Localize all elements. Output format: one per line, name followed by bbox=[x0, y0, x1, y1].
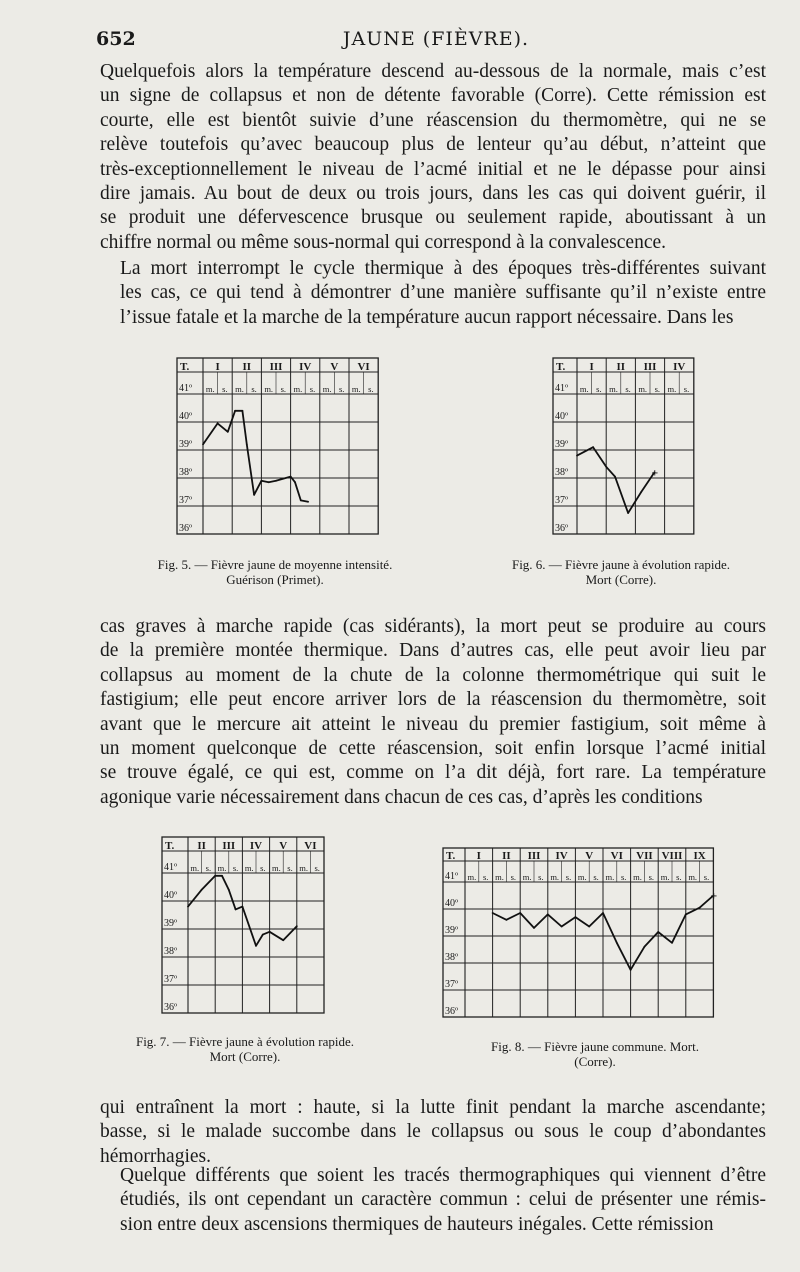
day-label: II bbox=[616, 361, 626, 373]
corner-label: T. bbox=[446, 850, 456, 862]
temperature-point bbox=[235, 909, 237, 911]
text-line: fastigium; elle peut encore arriver lors de la réascension du thermomètre, soit bbox=[100, 689, 766, 711]
time-label: s. bbox=[538, 872, 544, 882]
paragraph-1 bbox=[100, 60, 766, 255]
corner-label: T. bbox=[165, 840, 175, 852]
figure-7-caption-line-2: Mort (Corre). bbox=[209, 1049, 281, 1064]
y-tick-label: 37º bbox=[164, 974, 178, 985]
y-tick-label: 40º bbox=[179, 411, 193, 422]
text-line: l’issue fatale et la marche de la température aucun rapport nécessaire. Dans les bbox=[120, 306, 734, 328]
y-tick-label: 41º bbox=[164, 862, 178, 873]
time-label: m. bbox=[322, 384, 332, 394]
paragraph-3 bbox=[100, 615, 766, 810]
time-label: s. bbox=[280, 384, 287, 394]
y-tick-label: 37º bbox=[555, 495, 569, 506]
time-label: m. bbox=[579, 384, 589, 394]
temperature-point bbox=[221, 875, 223, 877]
temperature-point bbox=[592, 446, 594, 448]
time-label: s. bbox=[205, 863, 212, 873]
time-label: s. bbox=[251, 384, 257, 394]
temperature-point bbox=[616, 942, 618, 944]
time-label: s. bbox=[482, 872, 489, 882]
time-label: s. bbox=[309, 384, 316, 394]
figure-8-chart bbox=[441, 846, 731, 1024]
time-label: m. bbox=[467, 872, 477, 882]
figure-6-chart bbox=[551, 356, 699, 542]
time-label: m. bbox=[522, 872, 532, 882]
time-label: m. bbox=[667, 384, 677, 394]
time-label: m. bbox=[244, 863, 254, 873]
temperature-line bbox=[203, 411, 308, 502]
time-label: s. bbox=[368, 384, 374, 394]
time-label: m. bbox=[577, 872, 587, 882]
figure-6-caption-line-2: Mort (Corre). bbox=[585, 572, 657, 587]
time-label: m. bbox=[272, 863, 281, 873]
time-label: s. bbox=[260, 863, 266, 873]
temperature-point bbox=[296, 925, 298, 927]
text-line: se produit une défervescence brusque ou seulement rapide, aboutissant à un bbox=[100, 207, 766, 229]
text-line: se trouve égalé, ce qui est, comme on l’a dit déjà, fort rare. La température bbox=[100, 762, 766, 784]
time-label: s. bbox=[683, 384, 690, 394]
temperature-point bbox=[201, 889, 203, 891]
temperature-point bbox=[268, 481, 270, 483]
temperature-point bbox=[255, 945, 257, 947]
temperature-point bbox=[202, 444, 204, 446]
temperature-point bbox=[627, 512, 629, 514]
paragraph-5 bbox=[100, 1164, 766, 1237]
time-label: m. bbox=[293, 384, 303, 394]
text-line: basse, si le malade succombe dans le collapsus ou sous le coup d’abondantes bbox=[100, 1121, 766, 1143]
temperature-point bbox=[228, 889, 230, 891]
figure-5-caption bbox=[125, 557, 425, 587]
figure-8-caption-line-1: Fig. 8. — Fièvre jaune commune. Mort. bbox=[491, 1039, 699, 1054]
day-label: I bbox=[476, 850, 481, 862]
y-tick-label: 41º bbox=[445, 871, 459, 882]
day-label: VI bbox=[304, 840, 317, 852]
text-line: un signe de collapsus et non de détente favorable (Corre). Cette rémission est bbox=[100, 85, 766, 107]
figure-5-chart bbox=[175, 356, 383, 538]
temperature-point bbox=[630, 969, 632, 971]
y-tick-label: 39º bbox=[445, 925, 459, 936]
y-tick-label: 41º bbox=[555, 383, 569, 394]
text-line: avant que le mercure ait atteint le niveau du premier fastigium, soit même à bbox=[100, 713, 766, 735]
temperature-point bbox=[640, 491, 642, 493]
temperature-point bbox=[699, 907, 701, 909]
time-label: m. bbox=[660, 872, 670, 882]
time-label: s. bbox=[625, 384, 631, 394]
figure-5-caption-line-2: Guérison (Primet). bbox=[226, 572, 324, 587]
temperature-point bbox=[217, 423, 219, 425]
temperature-point bbox=[242, 906, 244, 908]
day-label: III bbox=[527, 850, 541, 862]
time-label: s. bbox=[593, 872, 599, 882]
time-label: s. bbox=[648, 872, 655, 882]
day-label: VII bbox=[636, 850, 653, 862]
text-line: les cas, ce qui tend à démontrer d’une manière suffisante qu’il n’existe entre bbox=[120, 282, 766, 304]
page-header bbox=[96, 28, 776, 56]
text-line: de la première montée thermique. Dans d’autres cas, elle peut avoir lieu par bbox=[100, 640, 766, 662]
temperature-point bbox=[506, 919, 508, 921]
time-label: m. bbox=[235, 384, 244, 394]
day-label: VI bbox=[357, 361, 370, 373]
time-label: m. bbox=[638, 384, 648, 394]
time-label: m. bbox=[264, 384, 274, 394]
day-label: VIII bbox=[661, 850, 683, 862]
temperature-point bbox=[644, 946, 646, 948]
paragraph-2 bbox=[100, 257, 766, 330]
time-label: m. bbox=[351, 384, 361, 394]
text-line: agonique varie nécessairement dans chacun de ces cas, d’après les conditions bbox=[100, 786, 703, 808]
time-label: s. bbox=[703, 872, 710, 882]
text-line: sion entre deux ascensions thermiques de hauteurs inégales. Cette rémission bbox=[120, 1213, 714, 1235]
y-tick-label: 39º bbox=[164, 918, 178, 929]
time-label: s. bbox=[287, 863, 293, 873]
y-tick-label: 39º bbox=[555, 439, 569, 450]
day-label: V bbox=[585, 850, 594, 862]
temperature-point bbox=[261, 480, 263, 482]
time-label: m. bbox=[633, 872, 642, 882]
day-label: III bbox=[222, 840, 236, 852]
y-tick-label: 38º bbox=[164, 946, 178, 957]
time-label: s. bbox=[314, 863, 320, 873]
temperature-point bbox=[269, 931, 271, 933]
day-label: II bbox=[502, 850, 511, 862]
time-label: s. bbox=[232, 863, 239, 873]
day-label: VI bbox=[610, 850, 623, 862]
day-label: I bbox=[589, 361, 594, 373]
y-tick-label: 36º bbox=[445, 1006, 459, 1017]
temperature-point bbox=[214, 875, 216, 877]
time-label: s. bbox=[338, 384, 345, 394]
text-line: cas graves à marche rapide (cas sidérants), la mort peut se produire au cours bbox=[100, 616, 766, 637]
running-head: JAUNE (FIÈVRE). bbox=[342, 28, 530, 50]
time-label: s. bbox=[596, 384, 602, 394]
figure-7-caption bbox=[105, 1034, 385, 1064]
text-line: Quelquefois alors la température descend au-dessous de la normale, mais c’est bbox=[100, 61, 766, 82]
figure-6-caption-line-1: Fig. 6. — Fièvre jaune à évolution rapide. bbox=[511, 557, 731, 572]
figure-5-caption-line-1: Fig. 5. — Fièvre jaune de moyenne intensité. bbox=[157, 557, 393, 572]
temperature-point bbox=[242, 410, 244, 412]
day-label: IV bbox=[249, 840, 263, 852]
temperature-point bbox=[294, 481, 296, 483]
figure-7-caption-line-1: Fig. 7. — Fièvre jaune à évolution rapide. bbox=[135, 1034, 355, 1049]
temperature-point bbox=[671, 942, 673, 944]
time-label: s. bbox=[565, 872, 572, 882]
time-label: s. bbox=[654, 384, 661, 394]
time-label: m. bbox=[550, 872, 560, 882]
figure-6-caption bbox=[476, 557, 766, 587]
text-line: hémorrhagies. bbox=[100, 1145, 212, 1167]
y-tick-label: 40º bbox=[164, 890, 178, 901]
day-label: III bbox=[643, 361, 657, 373]
y-tick-label: 37º bbox=[445, 979, 459, 990]
temperature-line bbox=[577, 447, 654, 513]
time-label: m. bbox=[609, 384, 618, 394]
text-line: Quelque différents que soient les tracés thermographiques qui viennent d’être bbox=[120, 1165, 766, 1186]
time-label: m. bbox=[605, 872, 615, 882]
text-line: un moment quelconque de cette réascension, soit enfin lorsque l’acmé initial bbox=[100, 738, 766, 760]
day-label: III bbox=[269, 361, 283, 373]
temperature-point bbox=[282, 939, 284, 941]
temperature-point bbox=[588, 926, 590, 928]
y-tick-label: 36º bbox=[164, 1002, 178, 1013]
temperature-point bbox=[657, 931, 659, 933]
corner-label: T. bbox=[180, 361, 190, 373]
corner-label: T. bbox=[556, 361, 566, 373]
temperature-point bbox=[246, 444, 248, 446]
temperature-point bbox=[187, 906, 189, 908]
temperature-point bbox=[533, 927, 535, 929]
day-label: IV bbox=[673, 361, 686, 373]
temperature-point bbox=[602, 912, 604, 914]
temperature-point bbox=[685, 914, 687, 916]
y-tick-label: 38º bbox=[445, 952, 459, 963]
time-label: s. bbox=[676, 872, 682, 882]
temperature-point bbox=[547, 914, 549, 916]
death-marker: + bbox=[710, 888, 718, 903]
text-line: La mort interrompt le cycle thermique à des époques très-différentes suivant bbox=[120, 258, 766, 279]
day-label: II bbox=[242, 361, 252, 373]
time-label: m. bbox=[190, 863, 200, 873]
y-tick-label: 38º bbox=[179, 467, 193, 478]
time-label: m. bbox=[688, 872, 698, 882]
y-tick-label: 36º bbox=[179, 523, 193, 534]
y-tick-label: 36º bbox=[555, 523, 569, 534]
death-marker: + bbox=[651, 465, 659, 480]
temperature-point bbox=[290, 476, 292, 478]
temperature-point bbox=[575, 916, 577, 918]
day-label: V bbox=[330, 361, 339, 373]
temperature-point bbox=[253, 494, 255, 496]
temperature-point bbox=[275, 480, 277, 482]
time-label: m. bbox=[299, 863, 308, 873]
page-number: 652 bbox=[96, 28, 136, 50]
y-tick-label: 41º bbox=[179, 383, 193, 394]
temperature-point bbox=[519, 912, 521, 914]
day-label: II bbox=[197, 840, 206, 852]
text-line: qui entraînent la mort : haute, si la lutte finit pendant la marche ascendante; bbox=[100, 1097, 766, 1118]
y-tick-label: 40º bbox=[445, 898, 459, 909]
temperature-point bbox=[234, 410, 236, 412]
temperature-point bbox=[576, 455, 578, 457]
time-label: s. bbox=[222, 384, 228, 394]
y-tick-label: 40º bbox=[555, 411, 569, 422]
day-label: IV bbox=[299, 361, 312, 373]
figure-7-chart bbox=[160, 835, 332, 1017]
temperature-point bbox=[262, 934, 264, 936]
figure-8-caption-line-2: (Corre). bbox=[574, 1054, 616, 1069]
text-line: étudiés, ils ont cependant un caractère commun : celui de présenter une rémis- bbox=[120, 1189, 766, 1211]
time-label: m. bbox=[217, 863, 227, 873]
time-label: s. bbox=[510, 872, 517, 882]
day-label: V bbox=[279, 840, 288, 852]
temperature-point bbox=[605, 466, 607, 468]
y-tick-label: 38º bbox=[555, 467, 569, 478]
time-label: m. bbox=[205, 384, 215, 394]
temperature-point bbox=[307, 501, 309, 503]
temperature-point bbox=[561, 926, 563, 928]
paragraph-4 bbox=[100, 1096, 766, 1169]
figure-8-caption bbox=[470, 1039, 720, 1069]
temperature-point bbox=[227, 431, 229, 433]
text-line: collapsus au moment de la chute de la colonne thermométrique qui suit le bbox=[100, 664, 766, 686]
day-label: IX bbox=[693, 850, 706, 862]
temperature-point bbox=[492, 912, 494, 914]
temperature-point bbox=[614, 476, 616, 478]
text-line: très-exceptionnellement le niveau de l’acmé initial et ne le dépasse pour ainsi bbox=[100, 158, 766, 180]
temperature-point bbox=[300, 500, 302, 502]
text-line: courte, elle est bientôt suivie d’une réascension du thermomètre, qui ne se bbox=[100, 109, 766, 131]
time-label: s. bbox=[620, 872, 627, 882]
day-label: IV bbox=[555, 850, 568, 862]
text-line: relève toutefois qu’avec beaucoup plus de lenteur qu’au début, n’atteint que bbox=[100, 134, 766, 156]
time-label: m. bbox=[495, 872, 504, 882]
text-line: chiffre normal ou même sous-normal qui correspond à la convalescence. bbox=[100, 231, 667, 253]
text-line: dire jamais. Au bout de deux ou trois jours, dans les cas qui doivent guérir, il bbox=[100, 183, 766, 205]
day-label: I bbox=[215, 361, 220, 373]
y-tick-label: 39º bbox=[179, 439, 193, 450]
y-tick-label: 37º bbox=[179, 495, 193, 506]
